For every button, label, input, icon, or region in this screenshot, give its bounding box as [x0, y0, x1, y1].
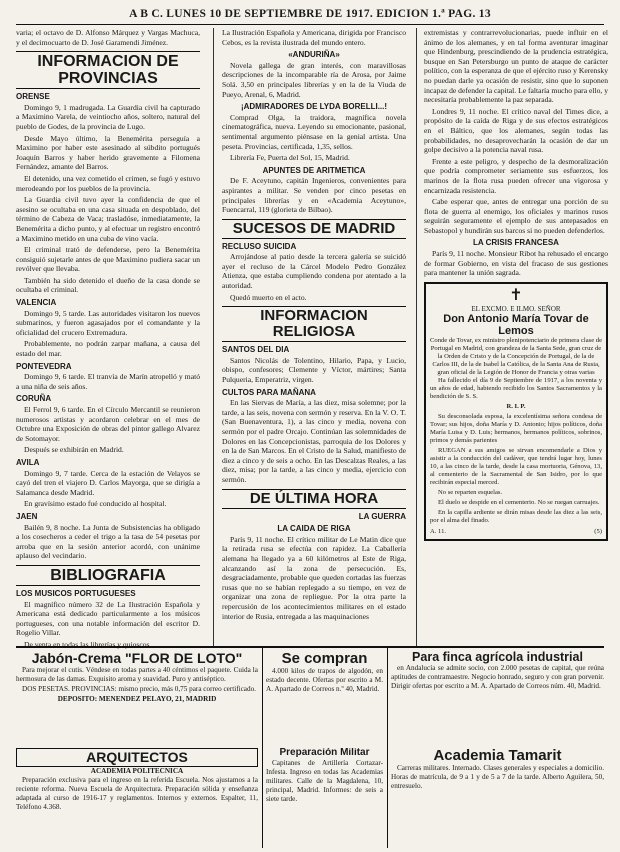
news-para: El magnífico número 32 de La Ilustración Española y Americana está dedicado particularmente a los músicos portugueses, con una notable información del escritor D. Rogelio Villar.	[16, 599, 200, 638]
place-heading: VALENCIA	[16, 298, 57, 308]
news-para: Cabe esperar que, antes de entregar una porción de su flota de guerra al enemigo, los oficiales y marinos rusos seguirán seguramente el ejemplo de sus antepasados en Sebastopol y hundirán sus barcos si no pueden defenderlos.	[424, 197, 608, 235]
news-para: Domingo 9, 1 madrugada. La Guardia civil ha capturado a Maximino Varela, de veintiocho años, soltero, natural del pueblo de Godes, de la provincia de Lugo.	[16, 102, 200, 131]
place-heading: PONTEVEDRA	[16, 361, 72, 371]
ad-finca-agricola	[391, 651, 604, 743]
obit-ruegan: RUEGAN a sus amigos se sirvan encomendarle a Dios y asistir a la conducción del cadáver, que tendrá lugar hoy, lunes 10, a las cinco de la tarde, desde la casa mortuoria, Génova, 13, al cementerio de la Sacramental de San Isidro, por lo que recibirán especial merced.	[430, 446, 602, 486]
news-para: Probablemente, no podrán zarpar mañana, a causa del estado del mar.	[16, 339, 200, 359]
ad-loto-title: Jabón-Crema "FLOR DE LOTO"	[31, 651, 243, 666]
section-title-provincias: INFORMACION DE PROVINCIAS	[16, 51, 200, 89]
news-para: Desde Mayo último, la Benemérita perseguía a Maximino por haber este asesinado al súbdito portugués Joaquín Barros y haber herido gravemente a Filomena Fernández, amante del Barros.	[16, 133, 200, 172]
ad-se-compran	[266, 651, 383, 743]
obit-description: Conde de Tovar, ex ministro plenipotenciario de primera clase de Portugal en Madrid, con grandeza de la Santa Sede, gran cruz de la Orden de Cristo y de la Concepción de Portugal, de la de Carlos III, de la de Isabel la Católica, de la Santa Ana de Rusia, gran oficial de la Legión de Honor de Francia y otras varias	[430, 336, 602, 376]
ad-preparacion-militar	[266, 748, 383, 844]
ad-compran-title: Se compran	[281, 651, 368, 667]
ad-tamarit-para: Carreras militares. Internado. Clases generales y especiales a domicilio. Horas de matrícula, de 9 a 1 y de 5 a 7 de la tarde. Alberto Aguilera, 50, entresuelo.	[391, 763, 604, 790]
place-heading: AVILA	[16, 457, 40, 467]
ad-militar-para: Capitanes de Artillería Cortazar-Infesta. Ingreso en todas las Academias militares. Calle de la Magdalena, 10, principal, Madrid. Informes: de seis a siete tarde.	[266, 758, 383, 803]
santos-subheading: SANTOS DEL DIA	[222, 345, 290, 355]
obit-note: No se reparten esquelas.	[438, 488, 503, 496]
riga-subheading: LA CAIDA DE RIGA	[277, 524, 351, 534]
ads-area	[16, 646, 604, 848]
obit-title: EL EXCMO. E ILMO. SEÑOR	[471, 304, 561, 313]
news-para: El criminal trató de defenderse, pero la Benemérita consiguió sujetarle antes de que Maximino pudiera sacar un revólver que llevaba.	[16, 245, 200, 274]
ad-militar-title: Preparación Militar	[279, 748, 370, 758]
obit-note: En la capilla ardiente se dirán misas desde las diez a las seis, por el alma del finado.	[430, 508, 602, 524]
obit-note: El duelo se despide en el cementerio. No se ruegan carruajes.	[438, 498, 600, 506]
ad-finca-title: Para finca agrícola industrial	[412, 651, 583, 664]
ad-arquitectos	[16, 748, 258, 844]
ad-tamarit-title: Academia Tamarit	[433, 748, 562, 764]
place-heading: ORENSE	[16, 92, 50, 102]
column-rule	[213, 28, 214, 646]
obit-rip: R. I. P.	[506, 402, 526, 410]
column-3	[424, 28, 608, 644]
news-para: Quedó muerto en el acto.	[230, 292, 307, 302]
place-heading: JAEN	[16, 511, 38, 521]
section-title-ultima-hora: DE ÚLTIMA HORA	[222, 489, 406, 509]
place-heading: CORUÑA	[16, 394, 52, 404]
news-para: Librería Fe, Puerta del Sol, 15, Madrid.	[230, 153, 350, 163]
obit-name: Don Antonio María Tovar de Lemos	[443, 312, 589, 337]
news-para: París 9, 11 noche. Monsieur Ribot ha rehusado el encargo de formar Gobierno, en vista del fracaso de sus gestiones para mantener la unión sagrada.	[424, 249, 608, 278]
news-para: Londres 9, 11 noche. El crítico naval del Times dice, a propósito de la caída de Riga y de sus efectos estratégicos en el Báltico, que los alemanes, según todas las probabilidades, no desaprovecharán la ocasión de dar un golpe decisivo a la potencia naval rusa.	[424, 106, 608, 155]
news-para: De F. Aceytuno, capitán Ingenieros, convenientes para aspirantes a militar. Se venden por cinco pesetas en principales librerías y en «Academia Aceytuno», Fuencarral, 119 (glorieta de Bilbao).	[222, 176, 406, 215]
ad-arquitectos-sub: ACADEMIA POLITECNICA	[90, 766, 184, 775]
news-para: El Ferrol 9, 6 tarde. En el Círculo Mercantil se reunieron numerosos artistas y acordaron celebrar en el mes de Octubre una Exposición de obras del pintor gallego Alvarez de Sotomayor.	[16, 405, 200, 443]
obituary-box	[424, 282, 608, 541]
news-para: En las Siervas de María, a las diez, misa solemne; por la tarde, a las seis, novena con sermón y reserva. En la V. O. T. (San Buenaventura, 1), a las cinco y media, novena con sermón por el padre Orcajo. Continúan las solemnidades de Dolores en las Concepcionistas, parroquia de los Dolores y en la de San Marcos. En el Cristo de la Salud, manifiesto de diez a cinco y de seis a ocho. En las Descalzas Reales, a las diez, misa; por la tarde, a las cinco y media, ejercicio con sermón.	[222, 398, 406, 484]
section-title-bibliografia: BIBLIOGRAFIA	[16, 565, 200, 586]
crisis-subheading: LA CRISIS FRANCESA	[473, 238, 559, 248]
intro-text: varia; el octavo de D. Alfonso Márquez y Vargas Machuca, y el decimocuarto de D. José Garamendi Jiménez.	[16, 28, 200, 47]
news-para: Después se exhibirán en Madrid.	[24, 445, 124, 455]
column-1	[16, 28, 200, 649]
news-para: Frente a este peligro, y despecho de la desmoralización que podría comprometer seriamente sus esfuerzos, los marinos de la flota rusa pueden ofrecer una vigorosa y encarnizada resistencia.	[424, 156, 608, 195]
news-para: Santos Nicolás de Tolentino, Hilario, Papa, y Lucio, obispo, confesores; Clemente y Víctor, mártires; Santa Pulqueria, Emperatriz, virgen.	[222, 355, 406, 385]
news-para: En gravísimo estado fué conducido al hospital.	[24, 499, 167, 509]
news-para: Domingo 9, 5 tarde. Las autoridades visitaron los nuevos submarinos, y fueron agasajados por el comandante y la oficialidad del crucero Extremadura.	[16, 308, 200, 337]
news-para: Domingo 9, 6 tarde. El tranvía de Marín atropelló y mató a una niña de seis años.	[16, 372, 200, 391]
news-para: La Guardia civil tuvo ayer la confidencia de que el asesino se ocultaba en una casa situada en despoblado, del término de Cabeza de Vaca; trasladóse, inmediatamente, la Benemérita a dicho punto, y al efectuar un registro encontró a Maximino metido en una cuba de vino vacía.	[16, 195, 200, 243]
news-para: extremistas y contrarrevolucionarias, puede influir en el ánimo de los alemanes, y en tal forma aventurar imaginar que Hindenburg, prescindiendo de la prudencia estratégica, busque en San Petersburgo un punto de ataque de carácter político, con la esperanza de que el ejército ruso y Kerensky no puedan darle ya ocasión de resistir, sino que lo suponen incapaz de defender la capital. Le faltaría mucho para ello, y necesitaría probablemente la paz separada.	[424, 28, 608, 105]
news-para: Domingo 9, 7 tarde. Cerca de la estación de Velayos se cayó del tren el viajero D. Carlos Mayorga, que se dirigía a Salamanca desde Madrid.	[16, 468, 200, 497]
aritmetica-heading: APUNTES DE ARITMETICA	[262, 165, 366, 175]
section-title-religiosa: INFORMACION RELIGIOSA	[222, 306, 406, 342]
obit-foot-right: (5)	[594, 527, 602, 535]
ad-loto-para: Para mejorar el cutis. Véndese en todas partes a 40 céntimos el paquete. Cuida la hermosura de las damas. Exquisito aroma y suavidad. Puro y antiséptico.	[16, 665, 258, 683]
obit-family: Su desconsolada esposa, la excelentísima señora condesa de Tovar; sus hijos, doña María y D. Antonio; hijos políticos, doña María Luisa y D. Luis; hermanos, hermanos políticos, sobrinos, primos y demás parientes	[430, 412, 602, 444]
column-2	[222, 28, 406, 644]
ad-finca-para: en Andalucía se admite socio, con 2.000 pesetas de capital, que reúna aptitudes de contramaestre. Negocio honrado, seguro y con gran porvenir. Dirigir ofertas por escrito a M. A. Apartado de Correos núm. 40, Madrid.	[391, 664, 604, 691]
ad-compran-para: 4.000 kilos de trapos de algodón, en estado decente. Ofertas por escrito a M. A. Apartado de Correos n.º 40, Madrid.	[266, 666, 383, 693]
news-para: Bailén 9, 8 noche. La Junta de Subsistencias ha obligado a los cosecheros a ceder el trigo a la tasa de 54 pesetas por arroba que en la sesión anterior acordó, con unánime aplauso del vecindario.	[16, 522, 200, 561]
page-header: A B C. LUNES 10 DE SEPTIEMBRE DE 1917. EDICION 1.ª PAG. 13	[16, 8, 604, 25]
ad-divider	[262, 648, 263, 848]
cultos-subheading: CULTOS PARA MAÑANA	[222, 387, 316, 397]
obit-foot-left: A. 11.	[430, 527, 447, 535]
news-para: Comprad Olga, la traidora, magnífica novela cinematográfica, nueva. Leyendo su emocionante, pasional, sentimental argumento piénsase en la genial artista. Una peseta. Provincias, certificada, 1,35, sellos.	[222, 112, 406, 151]
anduriña-heading: «ANDURIÑA»	[288, 50, 340, 60]
ad-arquitectos-title: ARQUITECTOS	[16, 748, 258, 767]
biblio-subheading: LOS MUSICOS PORTUGUESES	[16, 588, 136, 598]
news-para: Novela gallega de gran interés, con maravillosas descripciones de la incomparable ría de Arosa, por Jaime Solá. 3,50 en principales librerías y en la de la Viuda de Pueyo, Arenal, 6, Madrid.	[222, 60, 406, 99]
borelli-heading: ¡ADMIRADORES DE LYDA BORELLI...!	[240, 102, 388, 112]
obit-footer	[430, 528, 602, 536]
cross-icon: ✝	[509, 286, 523, 304]
ad-loto-price: DOS PESETAS. PROVINCIAS: mismo precio, más 0,75 para correo certificado.	[22, 684, 256, 693]
ad-arquitectos-para: Preparación exclusiva para el ingreso en la referida Escuela. Nos ajustamos a la reciente reforma. Nueva Escuela de Arquitectura. Preparación sólida y enseñanza adaptada al curso de 1916-17 y reglamentos. Internos y externos. Espalter, 11, Teléfono 4.368.	[16, 775, 258, 811]
news-para: París 9, 11 noche. El crítico militar de Le Matin dice que la retirada rusa se efectúa con rapidez. La Caballería alemana ha llegado ya a 60 kilómetros al Este de Riga, alcanzando así la zona de persecución. Es, desgraciadamente, probable que queden cortadas las fuerzas rusas que no se habían replegado a su tiempo, en vez de organizar una zona de repliegue. Por la otra parte la repercusión de los acontecimientos militares en el estado interior de Rusia, entregada a las maquinaciones	[222, 534, 406, 621]
news-para: Arrojándose al patio desde la tercera galería se suicidó ayer el recluso de la Cárcel Modelo Pedro González Atienza, que estaba cumpliendo condena por atentado a la autoridad.	[222, 252, 406, 291]
news-para: La Ilustración Española y Americana, dirigida por Francisco Cebos, es la revista ilustrada del mundo entero.	[222, 28, 406, 47]
column-rule	[416, 28, 417, 646]
ad-loto-deposit: DEPOSITO: MENENDEZ PELAYO, 21, MADRID	[57, 694, 217, 703]
section-title-sucesos: SUCESOS DE MADRID	[222, 219, 406, 239]
news-para: El detenido, una vez cometido el crimen, se fugó y estuvo merodeando por los pueblos de la provincia.	[16, 173, 200, 193]
news-para: De venta en todas las librerías y quioscos.	[24, 639, 152, 649]
news-para: También ha sido detenido el dueño de la casa donde se ocultaba el criminal.	[16, 275, 200, 295]
ad-academia-tamarit	[391, 748, 604, 844]
ad-flor-de-loto	[16, 651, 258, 743]
sucesos-subheading: RECLUSO SUICIDA	[222, 241, 297, 251]
guerra-subheading: LA GUERRA	[358, 511, 406, 521]
ad-divider	[387, 648, 388, 848]
obit-died: Ha fallecido el día 9 de Septiembre de 1917, a los noventa y un años de edad, habiendo recibido los Santos Sacramentos y la bendición de S. S.	[430, 376, 602, 400]
